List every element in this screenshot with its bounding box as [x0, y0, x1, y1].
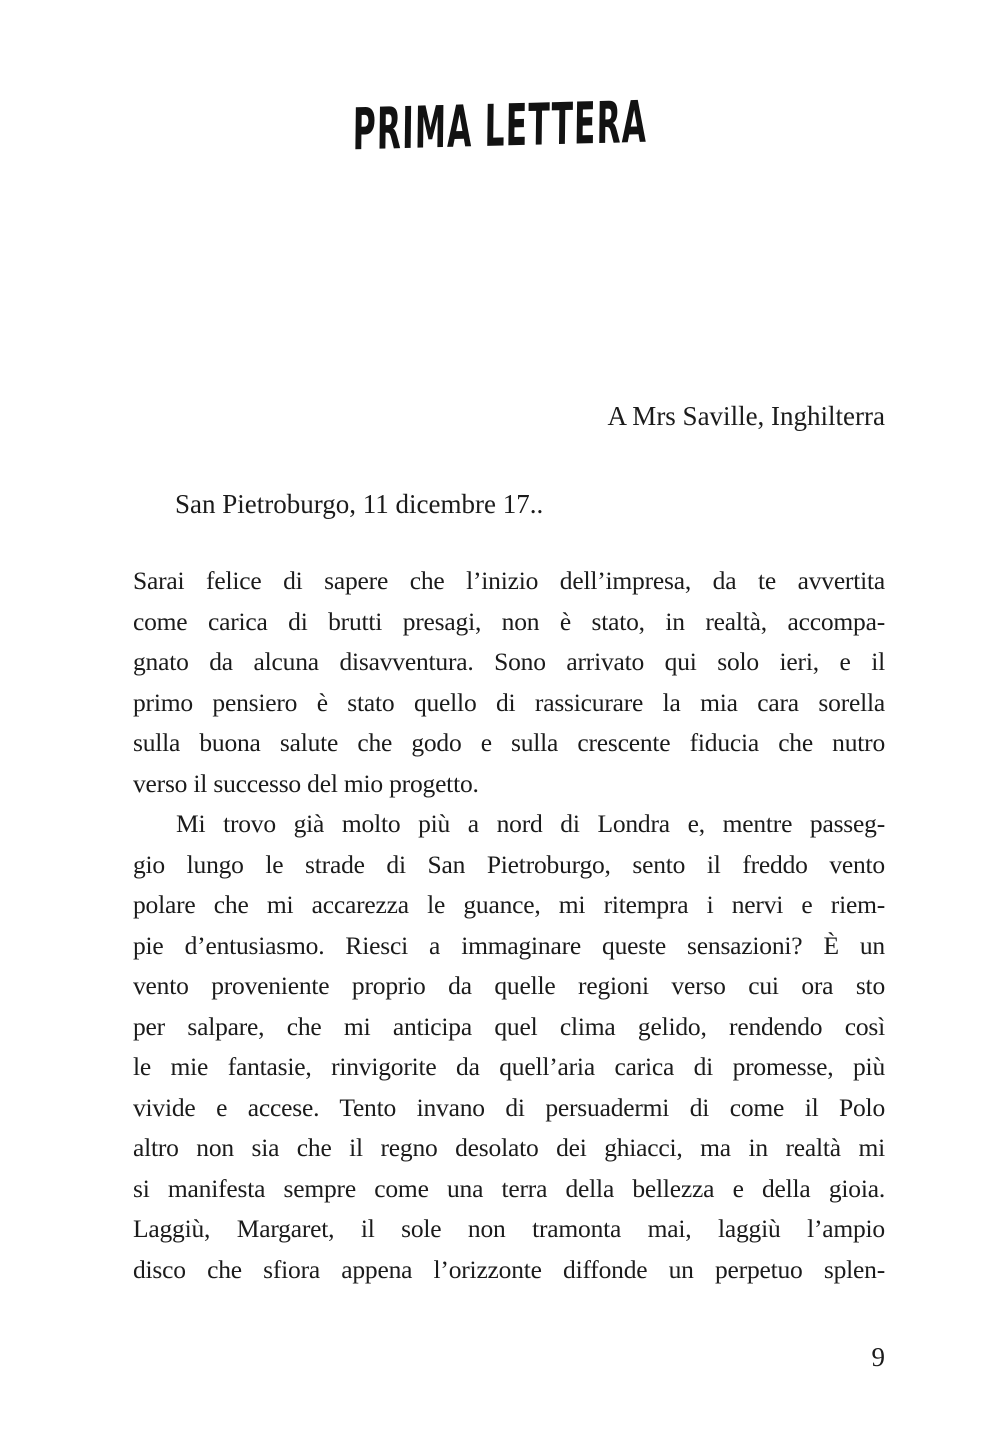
chapter-title-text: PRIMA LETTERA [352, 89, 648, 164]
body-line: pie d’entusiasmo. Riesci a immaginare queste sensazioni? È un [133, 930, 885, 960]
body-line: vivide e accese. Tento invano di persuadermi di come il Polo [133, 1092, 885, 1122]
body-line: primo pensiero è stato quello di rassicurare la mia cara sorella [133, 687, 885, 717]
body-line: vento proveniente proprio da quelle regioni verso cui ora sto [133, 971, 885, 1000]
body-line: altro non sia che il regno desolato dei ghiacci, ma in realtà mi [133, 1133, 885, 1162]
body-line: per salpare, che mi anticipa quel clima gelido, rendendo così [133, 1011, 885, 1041]
body-line: verso il successo del mio progetto. [133, 768, 479, 798]
chapter-title [0, 89, 1000, 164]
letter-date-line: San Pietroburgo, 11 dicembre 17.. [175, 489, 544, 519]
page-number: 9 [871, 1342, 885, 1372]
body-line: si manifesta sempre come una terra della bellezza e della gioia. [133, 1173, 885, 1203]
body-line: le mie fantasie, rinvigorite da quell’aria carica di promesse, più [133, 1052, 885, 1081]
body-line: Laggiù, Margaret, il sole non tramonta mai, laggiù l’ampio [133, 1214, 885, 1243]
body-line: Mi trovo già molto più a nord di Londra e, mentre passeg- [176, 809, 885, 838]
body-line: polare che mi accarezza le guance, mi ritempra i nervi e riem- [133, 890, 885, 919]
body-line: come carica di brutti presagi, non è stato, in realtà, accompa- [133, 606, 885, 636]
letter-recipient-line: A Mrs Saville, Inghilterra [607, 401, 885, 431]
body-line: gio lungo le strade di San Pietroburgo, sento il freddo vento [133, 849, 885, 879]
letter-body [133, 561, 885, 1290]
body-line: sulla buona salute che godo e sulla crescente fiducia che nutro [133, 728, 885, 757]
body-line: gnato da alcuna disavventura. Sono arrivato qui solo ieri, e il [133, 647, 885, 676]
body-line: Sarai felice di sapere che l’inizio dell’impresa, da te avvertita [133, 566, 885, 595]
body-line: disco che sfiora appena l’orizzonte diffonde un perpetuo splen- [133, 1254, 885, 1284]
